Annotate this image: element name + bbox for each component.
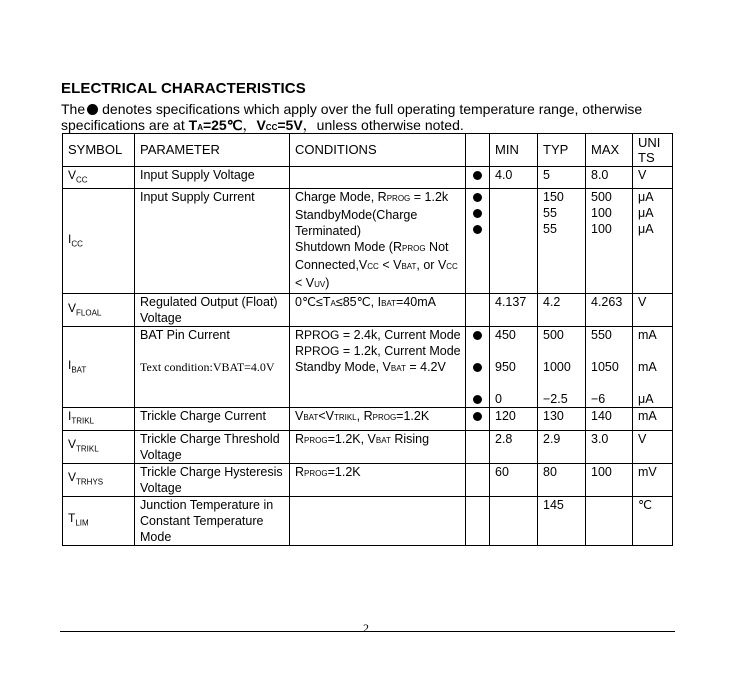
- table-row: $V_{CC}$ Input Supply Voltage 4.0 5 8.0 V: [63, 167, 673, 189]
- param-text: Regulated Output (Float) Voltage: [135, 294, 290, 327]
- symbol-vtrhys: $V_{TRHYS}$: [63, 463, 135, 496]
- table-row: $I_{BAT}$ BAT Pin Current Text condition:VBAT=4.0V RPROG = 2.4k, Current Mode RPROG = 1.2k, Current Mode Standby Mode, VBAT = 4.2V 450 950 0 500 1000 −2.5 550 1050 −6 mA mA μA: [63, 327, 673, 408]
- symbol-icc: $I_{CC}$: [63, 189, 135, 294]
- col-typ: TYP: [538, 134, 586, 167]
- col-dot: [466, 134, 490, 167]
- intro-text: The denotes specifications which apply over the full operating temperature range, otherwise specifications are at TA=25℃，VCC=5V，unless otherwise noted.: [61, 101, 643, 133]
- symbol-tlim: $T_{LIM}$: [63, 496, 135, 545]
- col-max: MAX: [586, 134, 633, 167]
- symbol-vcc: $V_{CC}$: [63, 167, 135, 189]
- bullet-dot-icon: [473, 412, 482, 421]
- col-conditions: CONDITIONS: [290, 134, 466, 167]
- table-row: $T_{LIM}$ Junction Temperature in Constant Temperature Mode 145 ℃: [63, 496, 673, 545]
- condition-vcc: VCC=5V: [256, 117, 303, 133]
- bullet-dot-icon: [473, 209, 482, 218]
- symbol-itrikl: $I_{TRIKL}$: [63, 408, 135, 430]
- table-row: $I_{CC}$ Input Supply Current Charge Mode, RPROG = 1.2k StandbyMode(Charge Terminated) Shutdown Mode (RPROG Not Connected,VCC < VBAT, or VCC < VUV) 150 55 55 500 100 100 μA μA μA: [63, 189, 673, 294]
- table-row: $I_{TRIKL}$ Trickle Charge Current VBAT<VTRIKL, RPROG=1.2K 120 130 140 mA: [63, 408, 673, 430]
- electrical-characteristics-table: [62, 133, 673, 546]
- section-heading: ELECTRICAL CHARACTERISTICS: [61, 80, 306, 97]
- param-text: Trickle Charge Threshold Voltage: [135, 430, 290, 463]
- col-symbol: SYMBOL: [63, 134, 135, 167]
- param-text: Input Supply Current: [135, 189, 290, 294]
- symbol-vtrikl: $V_{TRIKL}$: [63, 430, 135, 463]
- table-header-row: [63, 134, 673, 167]
- bullet-dot-icon: [473, 395, 482, 404]
- bullet-dot-icon: [473, 363, 482, 372]
- param-text: Trickle Charge Hysteresis Voltage: [135, 463, 290, 496]
- col-parameter: PARAMETER: [135, 134, 290, 167]
- col-units: UNI TS: [633, 134, 673, 167]
- bullet-dot-icon: [473, 171, 482, 180]
- bullet-dot-icon: [473, 331, 482, 340]
- symbol-ibat: $I_{BAT}$: [63, 327, 135, 408]
- page-number: 2: [363, 621, 369, 635]
- table-row: $V_{TRIKL}$ Trickle Charge Threshold Voltage RPROG=1.2K, VBAT Rising 2.8 2.9 3.0 V: [63, 430, 673, 463]
- param-text: Input Supply Voltage: [135, 167, 290, 189]
- bullet-dot-icon: [473, 193, 482, 202]
- col-min: MIN: [490, 134, 538, 167]
- table-row: $V_{FLOAL}$ Regulated Output (Float) Voltage 0℃≤TA≤85℃, IBAT=40mA 4.137 4.2 4.263 V: [63, 294, 673, 327]
- param-text: Trickle Charge Current: [135, 408, 290, 430]
- symbol-vfloat: $V_{FLOAL}$: [63, 294, 135, 327]
- bullet-dot-icon: [473, 225, 482, 234]
- table-row: $V_{TRHYS}$ Trickle Charge Hysteresis Voltage RPROG=1.2K 60 80 100 mV: [63, 463, 673, 496]
- param-text: Junction Temperature in Constant Temperature Mode: [135, 496, 290, 545]
- condition-ta: TA=25℃: [188, 117, 243, 133]
- bullet-dot-icon: [87, 104, 98, 115]
